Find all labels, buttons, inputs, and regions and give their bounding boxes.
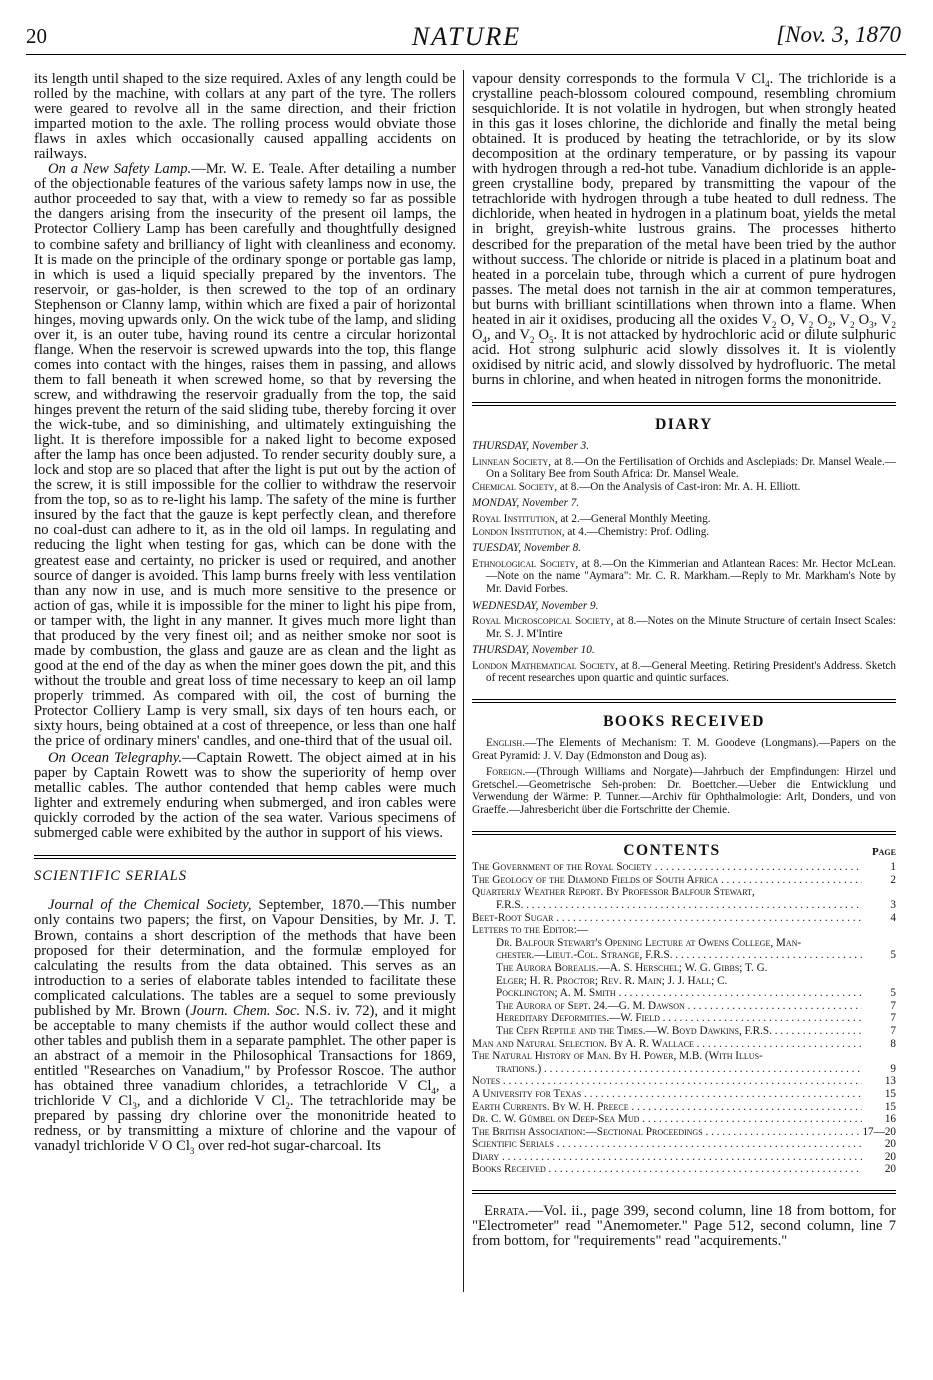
contents-entry-title: chester.—Lieut.-Col. Strange, F.R.S. . . . <box>496 949 862 962</box>
contents-entry <box>472 1113 896 1126</box>
diary-day: THURSDAY, November 3. <box>472 439 590 452</box>
books-section <box>472 713 896 817</box>
contents-entry <box>472 1025 896 1038</box>
diary-section <box>472 416 896 685</box>
diary-day: MONDAY, November 7. <box>472 497 580 510</box>
column-divider <box>463 70 464 1292</box>
contents-entry-title: Pocklington; A. M. Smith . . . <box>496 987 862 1000</box>
contents-entry-title: Notes . . . <box>472 1075 862 1088</box>
contents-heading: CONTENTS <box>623 841 721 859</box>
header-rule <box>26 54 906 55</box>
contents-entry-page: 13 <box>884 1075 896 1088</box>
diary-entry: Ethnological Society, at 8.—On the Kimmerian and Atlantean Races: Mr. Hector McLean.—Note on the name "Aymara": Mr. C. R. Markham.—Reply to Mr. Markham's Note by Mr. David Forbes. <box>472 557 896 595</box>
contents-entry-title: Earth Currents. By W. H. Preece . . . <box>472 1101 862 1114</box>
page-number: 20 <box>26 24 47 48</box>
contents-entry <box>472 937 896 950</box>
contents-entry-page: 1 <box>890 861 896 874</box>
contents-entry-page: 4 <box>890 911 896 924</box>
journal-title: NATURE <box>411 22 522 51</box>
contents-header <box>472 841 896 859</box>
ocean-telegraphy-paragraph: On Ocean Telegraphy.—Captain Rowett. The object aimed at in his paper by Captain Rowett was to show the superiority of hemp over metallic cables. The author contended that hemp cables were much lighter and extremely enduring when submerged, and iron cables were quickly corroded by the action of the sea water. Various specimens of submerged cable were exhibited by the author in support of his views. <box>34 750 456 842</box>
contents-entry <box>472 912 896 925</box>
diary-entry: Linnean Society, at 8.—On the Fertilisation of Orchids and Asclepiads: Dr. Mansel Weale.—On a Solitary Bee from South Africa: Dr. Mansel Weale. <box>472 455 896 481</box>
contents-entry-page: 16 <box>884 1113 896 1126</box>
diary-entry: Chemical Society, at 8.—On the Analysis of Cast-iron: Mr. A. H. Elliott. <box>472 480 801 493</box>
diary-entry: Royal Institution, at 2.—General Monthly Meeting. <box>472 512 711 525</box>
contents-entry-title: The Cefn Reptile and the Times.—W. Boyd Dawkins, F.R.S. . . . <box>496 1025 862 1038</box>
contents-entry <box>472 1075 896 1088</box>
books-heading: BOOKS RECEIVED <box>603 713 765 731</box>
contents-entry <box>472 1012 896 1025</box>
contents-entry-page: 7 <box>890 999 896 1012</box>
contents-entry-title: The Aurora Borealis.—A. S. Herschel; W. G. Gibbs; T. G. <box>496 961 768 974</box>
contents-entry <box>472 886 896 899</box>
diary-rule <box>472 402 896 406</box>
serials-paragraph: Journal of the Chemical Society, September, 1870.—This number only contains two papers; the first, on Vapour Densities, by Mr. J. T. Brown, contains a short description of the methods that have been proposed for their determination, and the formulæ employed for calculating the results from the data obtained. This serves as an introduction to a series of elaborate tables intended to facilitate these complicated calculations. The tables are a sequel to some previously published by Mr. Brown (Journ. Chem. Soc. N.S. iv. 72), and it might be acceptable to many chemists if the author would collect these and other tables and publish them in a separate pamphlet. The other paper is an abstract of a memoir in the Philosophical Transactions for 1869, entitled "Researches on Vanadium," by Professor Roscoe. The author has obtained three vanadium chlorides, a tetrachloride V $Cl_4$, a trichloride V $Cl_3$, and a dichloride V $Cl_2$. The tetrachloride may be prepared by passing dry chlorine over the mononitride heated to redness, or by transmitting a mixture of chlorine and the vapour of vanadyl trichloride V O $Cl_3$ over red-hot sugar-charcoal. Its <box>34 897 457 1157</box>
contents-entry <box>472 1063 896 1076</box>
diary-day: WEDNESDAY, November 9. <box>472 599 599 612</box>
books-rule <box>472 699 896 703</box>
contents-entry-title: Hereditary Deformities.—W. Field . . . <box>496 1012 862 1025</box>
contents-entry-page: 9 <box>890 1062 896 1075</box>
contents-entry <box>472 874 896 887</box>
contents-entry-title: The Government of the Royal Society . . . <box>472 861 862 874</box>
axle-paragraph: its length until shaped to the size required. Axles of any length could be rolled by the machine, with collars at any part of the tyre. The rollers were geared to revolve all in the same direction, and their friction imparted motion to the axle. The rolling process would obviate those flaws in axles which occasionally caused appalling accidents on railways. <box>34 71 456 163</box>
contents-entry-title: Dr. C. W. Gümbel on Deep-Sea Mud . . . <box>472 1113 862 1126</box>
diary-entry: London Institution, at 4.—Chemistry: Prof. Odling. <box>472 525 710 538</box>
contents-rule <box>472 831 896 835</box>
contents-entry-title: Letters to the Editor:— <box>472 924 589 937</box>
contents-entry-page: 8 <box>890 1037 896 1050</box>
scientific-serials-heading: SCIENTIFIC SERIALS <box>34 868 187 885</box>
contents-entry <box>472 924 896 937</box>
contents-entry-page: 20 <box>884 1150 896 1163</box>
diary-day: THURSDAY, November 10. <box>472 644 595 657</box>
contents-entry <box>472 1101 896 1114</box>
left-column <box>34 71 457 1157</box>
section-rule <box>34 855 456 859</box>
contents-entry-title: Scientific Serials . . . <box>472 1138 862 1151</box>
vanadium-paragraph: vapour density corresponds to the formula V $Cl_4$. The trichloride is a crystalline peach-blossom coloured compound, resembling chromium sesquichloride. It is not volatile in hydrogen, but when strongly heated in this gas it loses chlorine, the dichloride and finally the metal being obtained. It is produced by heating the tetrachloride, or by its slow decomposition at the ordinary temperature, or by passing its vapour with hydrogen through a red-hot tube. Vanadium dichloride is an apple-green crystalline body, prepared by transmitting the vapour of the tetrachloride with hydrogen through a tube heated to dull redness. The dichloride, when heated in hydrogen in a platinum boat, yields the metal in bright, greyish-white lustrous grains. The processes hitherto described for the preparation of the metal have been tried by the author without success. The chloride or nitride is placed in a platinum boat and heated in a porcelain tube, through which a current of pure hydrogen passes. The metal does not tarnish in the air at common temperatures, but burns with brilliant scintillations when thrown into a flame. When heated in air it oxidises, producing all the oxides $V_2$ O, $V_2$ $O_2$, $V_2$ $O_3$, $V_2$ $O_4$, and $V_2$ $O_5$. It is not attacked by hydrochloric acid or dilute sulphuric acid. Hot strong sulphuric acid slowly dissolves it. It is violently oxidised by nitric acid, and slowly dissolved by hydrofluoric. The metal burns in chlorine, and when heated in nitrogen forms the mononitride. <box>472 71 897 388</box>
ocean-telegraphy-title: On Ocean Telegraphy. <box>48 750 183 767</box>
books-english: English.—The Elements of Mechanism: T. M. Goodeve (Longmans).—Papers on the Great Pyramid: J. V. Day (Edmonston and Doug as). <box>472 737 896 762</box>
contents-entry-title: A University for Texas . . . <box>472 1088 862 1101</box>
contents-entry <box>472 1000 896 1013</box>
contents-entry-title: trations.) . . . <box>496 1063 862 1076</box>
contents-entry-page: 2 <box>890 873 896 886</box>
contents-entry-page: 7 <box>890 1024 896 1037</box>
contents-entry <box>472 1163 896 1176</box>
right-column <box>472 72 896 1249</box>
contents-entry <box>472 987 896 1000</box>
contents-entry-title: The Natural History of Man. By H. Power, M.B. (With Illus- <box>472 1050 763 1063</box>
diary-entry: London Mathematical Society, at 8.—General Meeting. Retiring President's Address. Sketch of recent researches upon quartic and quintic surfaces. <box>472 659 896 685</box>
contents-entry-title: F.R.S. . . . <box>496 899 862 912</box>
contents-entry-page: 20 <box>884 1138 896 1151</box>
errata-rule <box>472 1190 896 1194</box>
contents-page-label: Page <box>871 845 896 858</box>
contents-entry <box>472 1038 896 1051</box>
contents-entry-page: 7 <box>890 1012 896 1025</box>
contents-entry-page: 17—20 <box>862 1125 896 1138</box>
contents-entry-title: Quarterly Weather Report. By Professor Balfour Stewart, <box>472 886 755 899</box>
safety-lamp-title: On a New Safety Lamp. <box>48 161 192 178</box>
contents-entry-title: Elger; H. R. Proctor; Rev. R. Main; J. J. Hall; C. <box>496 974 728 987</box>
contents-entry-title: Diary . . . <box>472 1151 862 1164</box>
contents-entry-page: 15 <box>884 1087 896 1100</box>
contents-entry-title: Beet-Root Sugar . . . <box>472 912 862 925</box>
contents-entry <box>472 1088 896 1101</box>
contents-entry <box>472 1151 896 1164</box>
contents-entry-page: 3 <box>890 899 896 912</box>
contents-entry-page: 5 <box>890 987 896 1000</box>
contents-entry <box>472 861 896 874</box>
contents-entry-title: Man and Natural Selection. By A. R. Wallace . . . <box>472 1038 862 1051</box>
contents-section <box>472 841 896 1176</box>
contents-entry <box>472 1050 896 1063</box>
contents-entry <box>472 949 896 962</box>
page-header <box>0 22 933 54</box>
contents-entry-title: The Geology of the Diamond Fields of South Africa . . . <box>472 874 862 887</box>
contents-entry-page: 15 <box>884 1100 896 1113</box>
contents-entry-page: 5 <box>890 949 896 962</box>
contents-entry-page: 20 <box>884 1163 896 1176</box>
contents-entry-title: Dr. Balfour Stewart's Opening Lecture at Owens College, Man- <box>496 936 802 949</box>
contents-entry <box>472 899 896 912</box>
errata-note: Errata.—Vol. ii., page 399, second column, line 18 from bottom, for "Electrometer" read "Anemometer." Page 512, second column, line 7 from bottom, for "requirements" read "acquirements." <box>472 1203 896 1250</box>
books-foreign: Foreign.—(Through Williams and Norgate)—Jahrbuch der Empfindungen: Hirzel und Gretschel.—Geometrische Seh-proben: Dr. Boettcher.—Ueber die Entwicklung und Verwendung der Wärme: P. Tunner.—Archiv für Ophthalmologie: Arlt, Donders, und von Graeffe.—Jahresbericht über die Fortschritte der Chemie. <box>472 766 896 817</box>
contents-entry <box>472 975 896 988</box>
contents-list <box>472 861 896 1176</box>
diary-day: TUESDAY, November 8. <box>472 542 581 555</box>
issue-date: [Nov. 3, 1870 <box>776 22 901 47</box>
contents-entry-title: The Aurora of Sept. 24.—G. M. Dawson . . . <box>496 1000 862 1013</box>
diary-entry: Royal Microscopical Society, at 8.—Notes on the Minute Structure of certain Insect Scales: Mr. S. J. M'Intire <box>472 615 896 640</box>
contents-entry-title: Books Received . . . <box>472 1163 862 1176</box>
contents-entry <box>472 1126 896 1139</box>
safety-lamp-paragraph: On a New Safety Lamp.—Mr. W. E. Teale. After detailing a number of the objectionable features of the various safety lamps now in use, the author proceeded to say that, with a view to remedy so far as possible the dangers arising from the insecurity of the present oil lamps, the Protector Colliery Lamp has been carefully and thoughtfully designed to combine safety and brilliancy of light with cleanliness and economy. It is made on the principle of the ordinary sponge or portable gas lamp, in which is used a liquid specially prepared by the inventors. The reservoir, or gas-holder, is then screwed to the top of an ordinary Stephenson or Clanny lamp, within which are fixed a pair of horizontal hinges, moving upwards only. On the wick tube of the lamp, and sliding over it, is an outer tube, having round its centre a circular horizontal flange. When the reservoir is screwed upwards into the top, this flange comes into contact with the hinges, raises them in passing, and allows them to fall beneath it when screwed home, so that by reversing the screw, and withdrawing the reservoir gradually from the top, the said hinges prevent the return of the said sliding tube, thereby forcing it over the wick-tube, and so diminishing, and ultimately extinguishing the light. It is therefore impossible for a naked light to become exposed after the lamp has once been adjusted. To render security doubly sure, a lock and stop are so placed that after the light is put out by the action of the screw, it is still impossible for the collier to withdraw the reservoir from the top, so as to re-light his lamp. The safety of the mine is further insured by the fact that the gauze is kept perfectly clean, and therefore no coal-dust can adhere to it, as in the old oil lamps. In regulating and reducing the light when testing for gas, which can be done with the greatest ease and certainty, no pricker is used or required, and another source of danger is avoided. This lamp burns freely with less ventilation than any now in use, and is much more sensitive to the presence or action of gas, while it is impossible for the miner to light his pipe from, or tamper with, the light in any manner. It gives much more light than that produced by the very finest oil; and as neither smoke nor soot is made by combustion, the glass and gauze are as clean and the light as good at the end of the day as when the miner goes down the pit, and this without the trouble and great loss of time necessary to keep an oil lamp properly trimmed. As compared with oil, the cost of burning the Protector Colliery Lamp is very small, six days of ten hours each, or sixty hours, being obtained at a cost of threepence, or less than one half the price of ordinary miners' candles, and one-third that of the usual oil. <box>34 161 456 750</box>
contents-entry <box>472 1138 896 1151</box>
contents-entry <box>472 962 896 975</box>
diary-heading: DIARY <box>655 415 713 433</box>
contents-entry-title: The British Association:—Sectional Proceedings . . . <box>472 1126 862 1139</box>
